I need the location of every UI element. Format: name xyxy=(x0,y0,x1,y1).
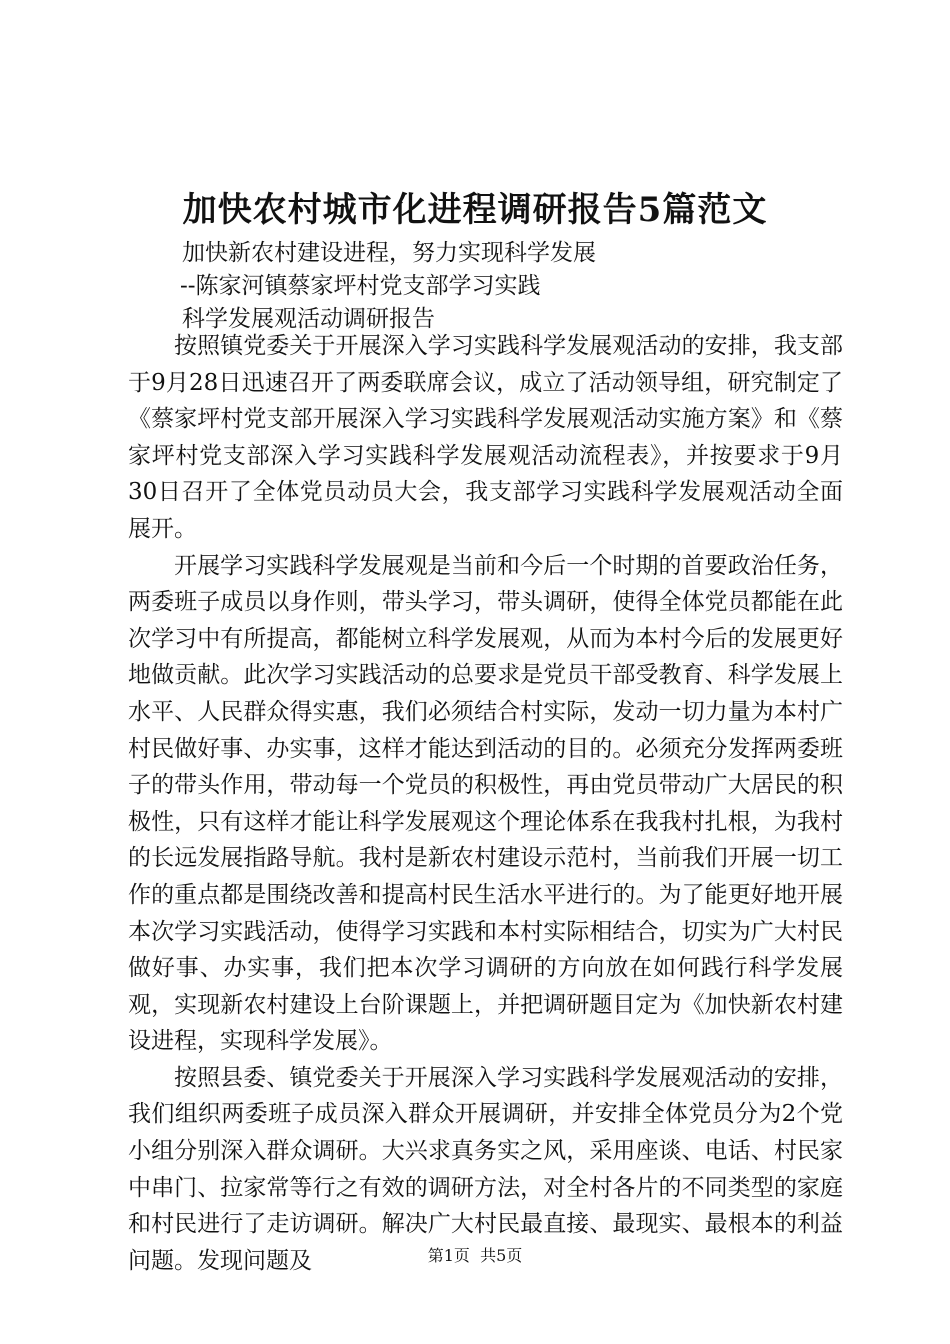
subtitle-line: --陈家河镇蔡家坪村党支部学习实践 xyxy=(180,273,541,299)
body-paragraph: 按照县委、镇党委关于开展深入学习实践科学发展观活动的安排，我们组织两委班子成员深入群众开展调研，并安排全体党员分为2个党小组分别深入群众调研。大兴求真务实之风，采用座谈、电话、村民家中串门、拉家常等行之有效的调研方法，对全村各片的不同类型的家庭和村民进行了走访调研。解决广大村民最直接、最现实、最根本的利益问题。发现问题及 xyxy=(128,1064,843,1274)
document-body xyxy=(128,328,843,1279)
body-paragraph: 按照镇党委关于开展深入学习实践科学发展观活动的安排，我支部于9月28日迅速召开了两委联席会议，成立了活动领导组，研究制定了《蔡家坪村党支部开展深入学习实践科学发展观活动实施方案》和《蔡家坪村党支部深入学习实践科学发展观活动流程表》，并按要求于9月30日召开了全体党员动员大会，我支部学习实践科学发展观活动全面展开。 xyxy=(128,333,843,542)
subtitle-line: 科学发展观活动调研报告 xyxy=(182,306,435,332)
subtitle-line: 加快新农村建设进程，努力实现科学发展 xyxy=(182,240,596,266)
document-title: 加快农村城市化进程调研报告5篇范文 xyxy=(182,190,768,230)
body-paragraph: 开展学习实践科学发展观是当前和今后一个时期的首要政治任务，两委班子成员以身作则，带头学习，带头调研，使得全体党员都能在此次学习中有所提高，都能树立科学发展观，从而为本村今后的发展更好地做贡献。此次学习实践活动的总要求是党员干部受教育、科学发展上水平、人民群众得实惠，我们必须结合村实际，发动一切力量为本村广村民做好事、办实事，这样才能达到活动的目的。必须充分发挥两委班子的带头作用，带动每一个党员的积极性，再由党员带动广大居民的积极性，只有这样才能让科学发展观这个理论体系在我我村扎根，为我村的长远发展指路导航。我村是新农村建设示范村，当前我们开展一切工作的重点都是围绕改善和提高村民生活水平进行的。为了能更好地开展本次学习实践活动，使得学习实践和本村实际相结合，切实为广大村民做好事、办实事，我们把本次学习调研的方向放在如何践行科学发展观，实现新农村建设上台阶课题上，并把调研题目定为《加快新农村建设进程，实现科学发展》。 xyxy=(128,552,843,1055)
page-footer xyxy=(0,1244,950,1268)
page-number: 第1页 共5页 xyxy=(427,1246,523,1265)
